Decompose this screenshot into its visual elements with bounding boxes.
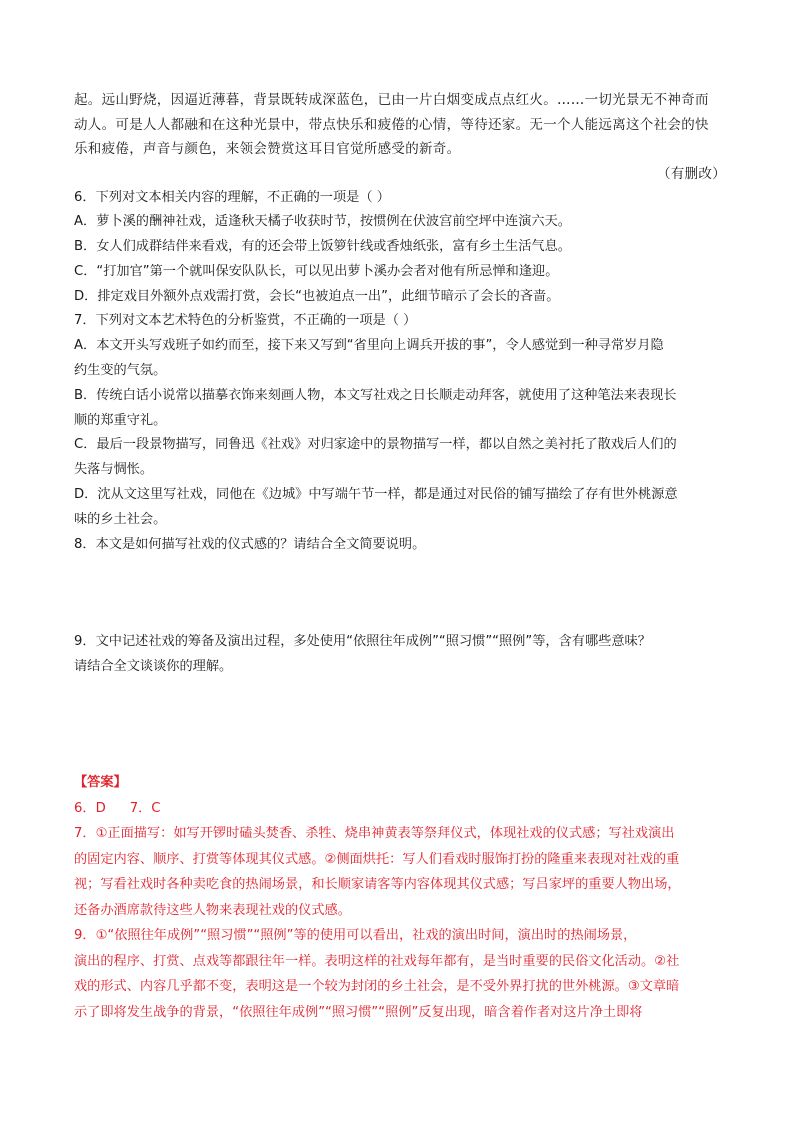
- question-9: [74, 630, 726, 680]
- option-a-cont: 约生变的气氛。: [74, 363, 167, 379]
- edit-note: （有删改）: [657, 165, 726, 182]
- answer-q9-line: 戏的形式、内容几乎都不变，表明这是一个较为封闭的乡土社会，是不受外界打扰的世外桃源。③文章暗: [74, 979, 680, 995]
- option-c: C．最后一段景物描写，同鲁迅《社戏》对归家途中的景物描写一样，都以自然之美衬托了散戏后人们的: [74, 437, 677, 453]
- answer-q8-line: 7．①正面描写：如写开锣时磕头焚香、杀牲、烧串神黄表等祭拜仪式，体现社戏的仪式感；写社戏演出: [74, 826, 675, 842]
- answer-heading: 【答案】: [74, 775, 127, 791]
- option-b: B．传统白话小说常以描摹衣饰来刻画人物，本文写社戏之日长顺走动拜客，就使用了这种笔法来表现长: [74, 387, 677, 403]
- answer-q6: 6．D: [74, 800, 106, 816]
- passage-line: 乐和疲倦，声音与颜色，来领会赞赏这耳目官觉所感受的新奇。: [74, 141, 461, 157]
- passage-excerpt: [74, 88, 726, 186]
- question-stem-cont: 请结合全文谈谈你的理解。: [74, 659, 233, 675]
- answer-q8-line: 的固定内容、顺序、打赏等体现其仪式感。②侧面烘托：写人们看戏时服饰打扮的隆重来表现对社戏的重: [74, 851, 680, 867]
- question-6: [74, 186, 726, 310]
- answer-space: [74, 557, 726, 630]
- multiple-choice-answers: [74, 796, 726, 822]
- answer-q9-line: 9．①“依照往年成例”“照习惯”“照例”等的使用可以看出，社戏的演出时间，演出时的热闹场景，: [74, 928, 637, 944]
- question-stem: 7．下列对文本艺术特色的分析鉴赏，不正确的一项是（ ）: [74, 313, 417, 329]
- question-stem: 6．下列对文本相关内容的理解，不正确的一项是（ ）: [74, 189, 390, 205]
- question-7: [74, 309, 726, 532]
- answer-q9-line: 演出的程序、打赏、点戏等都跟往年一样。表明这样的社戏每年都有，是当时重要的民俗文化活动。②社: [74, 953, 680, 969]
- answer-q8-line: 视；写看社戏时各种卖吃食的热闹场景，和长顺家请客等内容体现其仪式感；写吕家坪的重要人物出场，: [74, 877, 681, 893]
- option-c: C．“打加官”第一个就叫保安队队长，可以见出萝卜溪办会者对他有所忌惮和逢迎。: [74, 263, 559, 279]
- option-a: A．萝卜溪的酬神社戏，适逢秋天橘子收获时节，按惯例在伏波宫前空坪中连演六天。: [74, 214, 571, 230]
- question-stem: 8．本文是如何描写社戏的仪式感的？请结合全文简要说明。: [74, 536, 426, 552]
- passage-line: 起。远山野烧，因逼近薄暮，背景既转成深蓝色，已由一片白烟变成点点红火。……一切光景无不神奇而: [74, 92, 709, 108]
- option-c-cont: 失落与惆怅。: [74, 462, 154, 478]
- question-8: [74, 533, 726, 558]
- option-d: D．沈从文这里写社戏，同他在《边城》中写端午节一样，都是通过对民俗的铺写描绘了存有世外桃源意: [74, 487, 678, 503]
- question-stem: 9．文中记述社戏的筹备及演出过程，多处使用“依照往年成例”“照习惯”“照例”等，含有哪些意味？: [74, 634, 651, 650]
- answer-section: [74, 770, 726, 1025]
- answer-q8-line: 还备办酒席款待这些人物来表现社戏的仪式感。: [74, 902, 351, 918]
- answer-q7: 7．C: [129, 800, 161, 816]
- option-b-cont: 顺的郑重守礼。: [74, 412, 167, 428]
- option-d-cont: 味的乡土社会。: [74, 511, 167, 527]
- option-d: D．排定戏目外额外点戏需打赏，会长“也被迫点一出”，此细节暗示了会长的吝啬。: [74, 288, 560, 304]
- document-page: [74, 88, 726, 1025]
- option-b: B．女人们成群结伴来看戏，有的还会带上饭箩针线或香烛纸张，富有乡土生活气息。: [74, 239, 571, 255]
- passage-line: 动人。可是人人都融和在这种光景中，带点快乐和疲倦的心情，等待还家。无一个人能远离这个社会的快: [74, 116, 709, 133]
- answer-q9-line: 示了即将发生战争的背景，“依照往年成例”“照习惯”“照例”反复出现，暗含着作者对这片净土即将: [74, 1004, 643, 1020]
- answer-space: [74, 680, 726, 770]
- option-a: A．本文开头写戏班子如约而至，接下来又写到“省里向上调兵开拔的事”，令人感觉到一种寻常岁月隐: [74, 338, 664, 354]
